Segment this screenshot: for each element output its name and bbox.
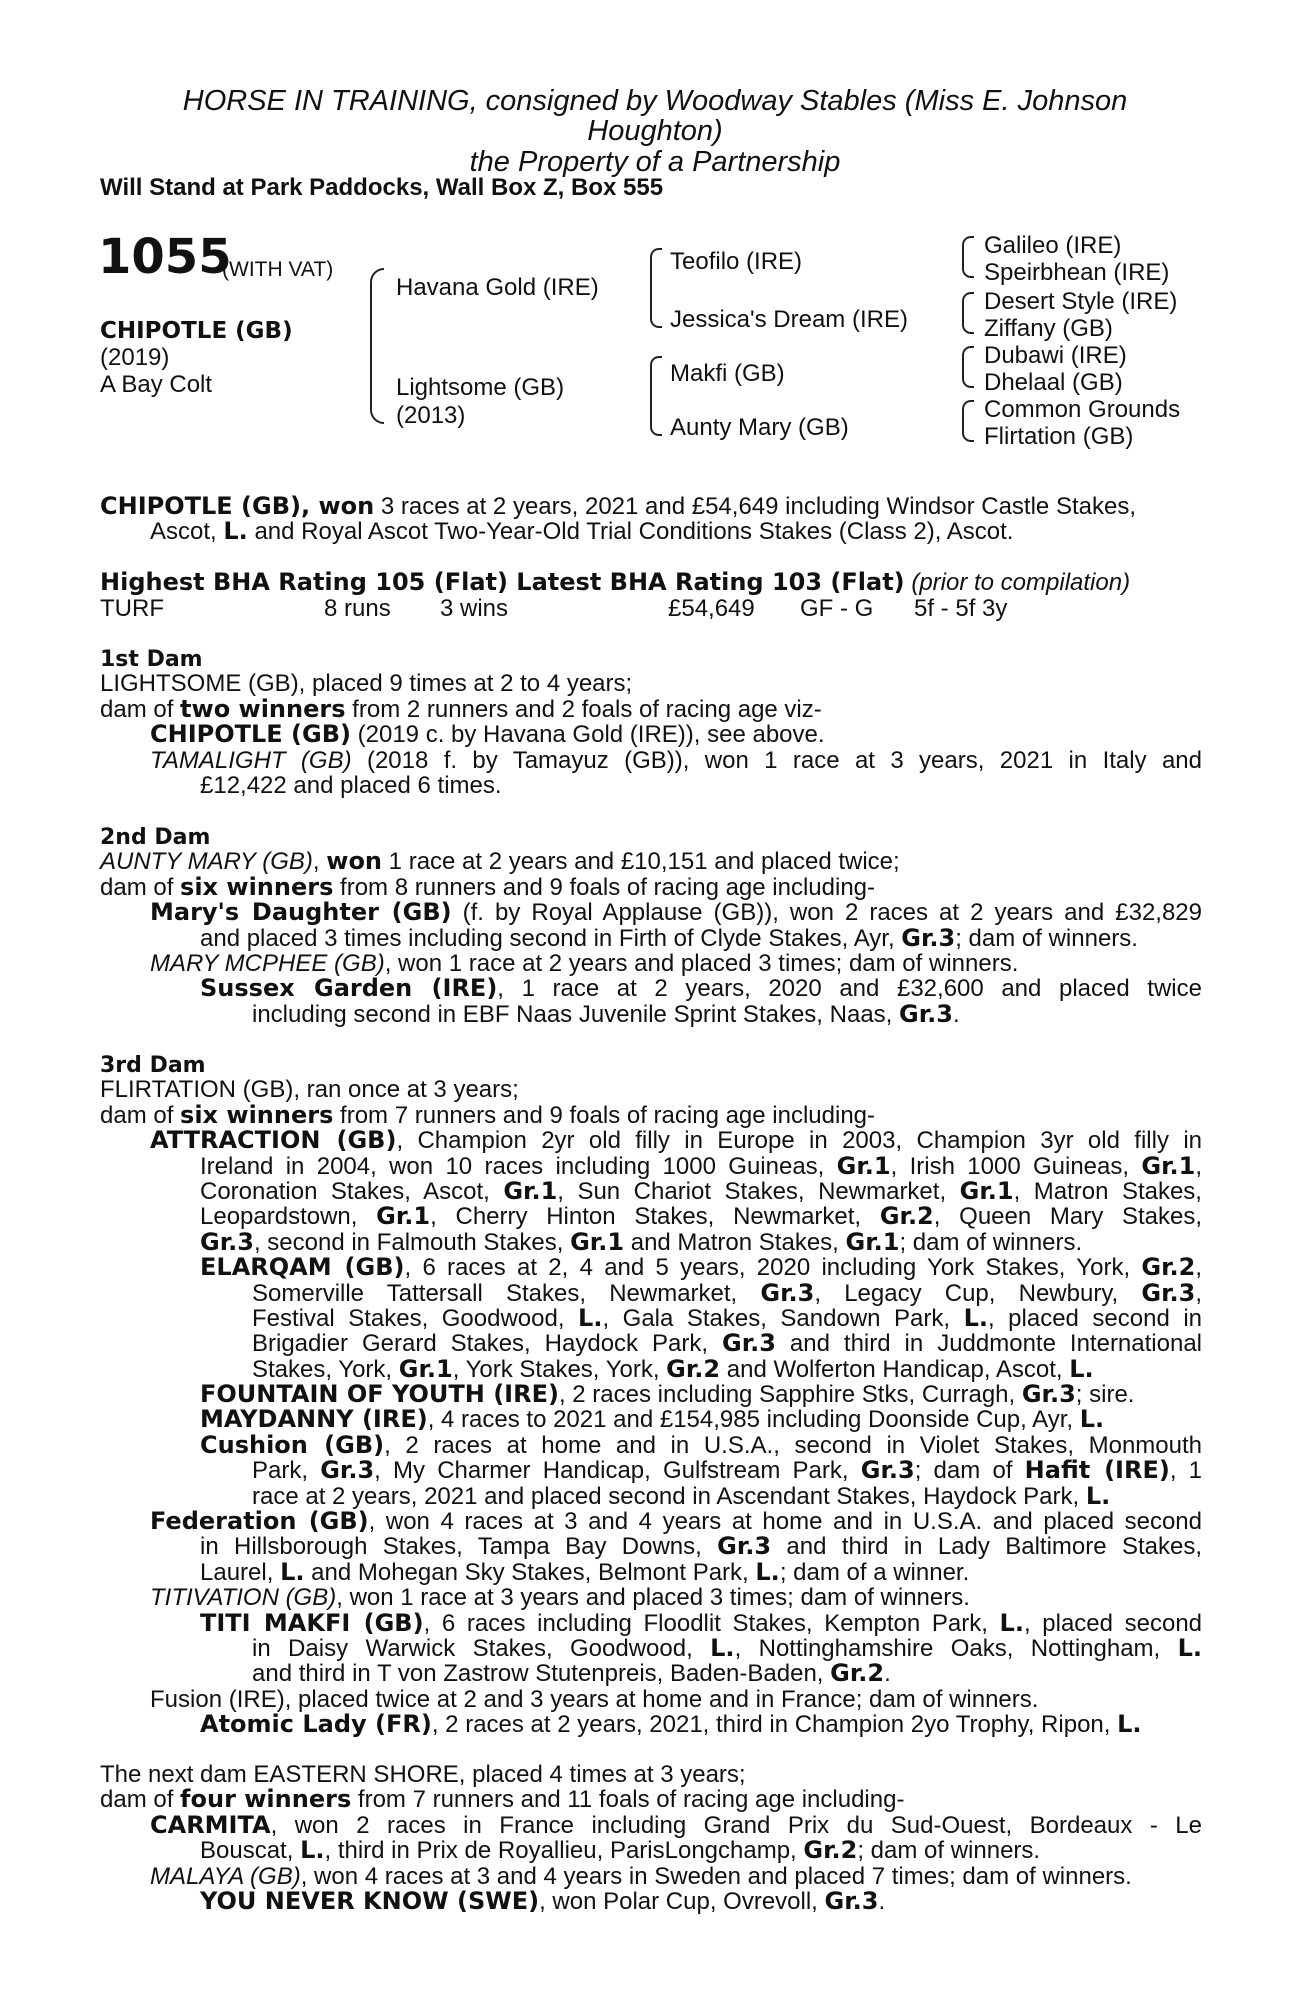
listed-label: L. (1069, 1354, 1094, 1383)
next-dam-section (100, 1762, 1202, 1914)
progeny-text: , (1195, 1255, 1202, 1281)
dam-text: from 8 runners and 9 foals of racing age including- (333, 873, 876, 901)
progeny-line (100, 1179, 1202, 1204)
progeny-text: , 2 races including Sapphire Stks, Curragh, (558, 1381, 1022, 1409)
progeny-line (100, 999, 1202, 1028)
rating-section (100, 570, 1202, 595)
progeny-text: , placed second in (987, 1305, 1202, 1332)
progeny-text: in Hillsborough Stakes, Tampa Bay Downs, (200, 1534, 718, 1560)
group-label: Gr.3 (717, 1534, 772, 1560)
dam-text: dam of (100, 695, 181, 723)
progeny-line (100, 1154, 1202, 1179)
dam-line: The next dam EASTERN SHORE, placed 4 times at 3 years; (100, 1761, 746, 1788)
dam-line (100, 1100, 1202, 1129)
progeny-text: Coronation Stakes, Ascot, (200, 1178, 504, 1205)
progeny-line: Fusion (IRE), placed twice at 2 and 3 years at home and in France; dam of winners. (150, 1685, 1039, 1713)
pedigree-dam-dam: Aunty Mary (GB) (670, 414, 849, 441)
progeny-text: (2018 f. by Tamayuz (GB)), won 1 race at 3 years, 2021 in Italy and (351, 747, 1202, 773)
progeny-text: ; sire. (1075, 1381, 1135, 1409)
dam-text: from 7 runners and 11 foals of racing age including- (351, 1786, 905, 1814)
record-earnings: £54,649 (668, 595, 755, 622)
progeny-name: TITI MAKFI (GB) (200, 1610, 424, 1636)
won-label: won (326, 847, 383, 876)
pedigree-sire: Havana Gold (IRE) (396, 274, 599, 301)
dam-text: dam of (100, 1101, 181, 1129)
winners-count: six winners (180, 1100, 334, 1129)
listed-label: L. (999, 1610, 1024, 1636)
pedigree-brace-dam (650, 356, 662, 436)
progeny-line (100, 1585, 1202, 1610)
progeny-text: , York Stakes, York, (452, 1355, 667, 1383)
pedigree-brace-g3 (962, 346, 974, 388)
winners-count: six winners (180, 872, 334, 901)
progeny-line (100, 1354, 1202, 1383)
progeny-line (100, 923, 1202, 952)
group-label: Gr.1 (1141, 1153, 1196, 1179)
progeny-name: CHIPOTLE (GB) (150, 720, 351, 749)
summary-won: won (318, 492, 375, 520)
progeny-text: including second in EBF Naas Juvenile Sprint Stakes, Naas, (252, 1000, 900, 1028)
progeny-line (100, 1433, 1202, 1458)
dam-line: FLIRTATION (GB), ran once at 3 years; (100, 1076, 519, 1104)
progeny-name: Federation (GB) (150, 1509, 369, 1535)
progeny-text: , won 2 races in France including Grand Prix du Sud-Ouest, Bordeaux - Le (270, 1812, 1202, 1839)
group-label: Gr.3 (1021, 1380, 1076, 1409)
progeny-text: , Nottinghamshire Oaks, Nottingham, (734, 1635, 1178, 1662)
progeny-line (100, 1557, 1202, 1586)
progeny-line (100, 748, 1202, 773)
listed-label: L. (280, 1557, 305, 1586)
dam-text: , (312, 848, 327, 876)
progeny-name: YOU NEVER KNOW (SWE) (200, 1886, 540, 1915)
progeny-text: (f. by Royal Applause (GB)), won 2 races at 2 years and £32,829 (451, 900, 1202, 926)
summary-text: and Royal Ascot Two-Year-Old Trial Conditions Stakes (Class 2), Ascot. (247, 518, 1014, 546)
dam-line (100, 1787, 1202, 1812)
progeny-text: Stakes, York, (252, 1355, 399, 1383)
progeny-line (100, 1534, 1202, 1559)
progeny-text: , 1 (1169, 1458, 1202, 1484)
progeny-name: CARMITA (150, 1812, 271, 1839)
progeny-line (100, 1128, 1202, 1153)
progeny-line (100, 1204, 1202, 1229)
progeny-text: ; dam of (914, 1458, 1025, 1484)
record-wins: 3 wins (440, 595, 509, 622)
group-label: Gr.3 (200, 1227, 254, 1256)
group-label: Gr.3 (1141, 1280, 1196, 1306)
pedigree-dam-year: (2013) (396, 402, 466, 429)
progeny-text: Leopardstown, (200, 1204, 377, 1230)
progeny-text: , Sun Chariot Stakes, Newmarket, (557, 1178, 960, 1205)
progeny-line (100, 1331, 1202, 1356)
group-label: Gr.1 (398, 1354, 453, 1383)
progeny-text: , Matron Stakes, (1013, 1178, 1202, 1205)
pedigree-brace-sire (650, 248, 662, 328)
bha-rating: Highest BHA Rating 105 (Flat) Latest BHA Rating 103 (Flat) (100, 568, 905, 596)
progeny-line (100, 1509, 1202, 1534)
group-label: Gr.2 (1141, 1255, 1196, 1281)
summary-line (100, 494, 1202, 519)
group-label: Gr.3 (860, 1458, 915, 1484)
dam-line: LIGHTSOME (GB), placed 9 times at 2 to 4 years; (100, 670, 633, 698)
second-dam-heading: 2nd Dam (100, 825, 211, 850)
progeny-text: , Legacy Cup, Newbury, (814, 1280, 1142, 1306)
progeny-text: , (1195, 1153, 1202, 1179)
progeny-line (100, 1813, 1202, 1838)
horse-description: A Bay Colt (100, 371, 213, 398)
group-label: Gr.2 (879, 1204, 934, 1230)
progeny-text: , (1195, 1280, 1202, 1306)
pedigree-g3: Desert Style (IRE) (984, 288, 1178, 315)
first-dam-section (100, 646, 1202, 798)
listed-label: L. (1117, 1710, 1142, 1739)
progeny-text: , Irish 1000 Guineas, (890, 1153, 1142, 1179)
pedigree-g8: Flirtation (GB) (984, 423, 1134, 450)
section-heading (100, 1052, 1202, 1077)
third-dam-heading: 3rd Dam (100, 1053, 206, 1078)
progeny-text: and placed 3 times including second in Firth of Clyde Stakes, Ayr, (200, 924, 902, 952)
progeny-name: Atomic Lady (FR) (200, 1710, 432, 1739)
progeny-text: , won Polar Cup, Ovrevoll, (539, 1887, 825, 1915)
pedigree-dam-sire: Makfi (GB) (670, 360, 785, 387)
record-surface: TURF (100, 595, 164, 622)
progeny-text: race at 2 years, 2021 and placed second in Ascendant Stakes, Haydock Park, (252, 1482, 1086, 1510)
progeny-text: , Queen Mary Stakes, (933, 1204, 1202, 1230)
progeny-line (100, 1281, 1202, 1306)
progeny-line (100, 1661, 1202, 1686)
property-line: the Property of a Partnership (469, 146, 841, 178)
progeny-text: , 4 races to 2021 and £154,985 including Doonside Cup, Ayr, (427, 1406, 1080, 1434)
record-going: GF - G (800, 595, 874, 622)
record-distance: 5f - 5f 3y (914, 595, 1008, 622)
dam-text: dam of (100, 873, 181, 901)
pedigree-dam: Lightsome (GB) (396, 374, 565, 401)
consignor-title-cont: Houghton) (587, 115, 723, 147)
progeny-name: Sussex Garden (IRE) (200, 976, 498, 1002)
progeny-text: , third in Prix de Royallieu, ParisLongchamp, (324, 1837, 804, 1865)
pedigree-brace-g2 (962, 292, 974, 334)
progeny-line (100, 1382, 1202, 1407)
progeny-line (100, 722, 1202, 747)
race-summary (100, 494, 1202, 545)
progeny-text: Somerville Tattersall Stakes, Newmarket, (252, 1280, 761, 1306)
progeny-text: , second in Falmouth Stakes, (253, 1228, 571, 1256)
dam-line (100, 872, 1202, 901)
third-dam-section (100, 1052, 1202, 1738)
progeny-line (100, 1636, 1202, 1661)
group-label: Gr.3 (320, 1458, 375, 1484)
stand-location: Will Stand at Park Paddocks, Wall Box Z, Box 555 (100, 174, 664, 201)
listed-label: L. (755, 1557, 780, 1586)
dam-text: 1 race at 2 years and £10,151 and placed twice; (382, 848, 900, 876)
consignor-title: HORSE IN TRAINING, consigned by Woodway Stables (Miss E. Johnson (182, 85, 1128, 117)
progeny-line (100, 976, 1202, 1001)
winners-count: four winners (180, 1785, 352, 1814)
first-dam-heading: 1st Dam (100, 647, 203, 672)
progeny-text: , My Charmer Handicap, Gulfstream Park, (374, 1458, 861, 1484)
section-heading (100, 646, 1202, 671)
dam-text: from 2 runners and 2 foals of racing age viz- (345, 695, 822, 723)
group-label: Gr.1 (959, 1178, 1014, 1205)
listed-label: L. (578, 1305, 603, 1332)
progeny-line (100, 1407, 1202, 1432)
progeny-text: in Daisy Warwick Stakes, Goodwood, (252, 1635, 711, 1662)
progeny-text: , Cherry Hinton Stakes, Newmarket, (430, 1204, 880, 1230)
progeny-name: MALAYA (GB) (150, 1862, 301, 1890)
progeny-text: and third in T von Zastrow Stutenpreis, Baden-Baden, (252, 1660, 831, 1688)
progeny-text: , 2 races at 2 years, 2021, third in Champion 2yo Trophy, Ripon, (431, 1711, 1118, 1739)
progeny-name: ATTRACTION (GB) (150, 1128, 397, 1154)
group-label: Gr.3 (722, 1331, 776, 1357)
dam-line (100, 694, 1202, 723)
listed-label: L. (300, 1836, 325, 1865)
summary-text: Ascot, (150, 518, 224, 546)
progeny-name: TAMALIGHT (GB) (150, 747, 352, 773)
progeny-text: Brigadier Gerard Stakes, Haydock Park, (252, 1331, 722, 1357)
second-dam-section (100, 824, 1202, 1027)
progeny-line (100, 1886, 1202, 1915)
horse-name: CHIPOTLE (GB) (100, 318, 293, 344)
pedigree-g7: Common Grounds (984, 396, 1181, 423)
group-label: Gr.1 (376, 1204, 431, 1230)
progeny-text: and third in Juddmonte International (775, 1331, 1202, 1357)
progeny-text: ; dam of winners. (955, 924, 1138, 952)
progeny-line (100, 1838, 1202, 1863)
progeny-text: Bouscat, (200, 1837, 301, 1865)
progeny-text: , Gala Stakes, Sandown Park, (602, 1305, 964, 1332)
progeny-line (100, 1864, 1202, 1889)
progeny-line (100, 900, 1202, 925)
record-runs: 8 runs (324, 595, 391, 622)
pedigree-g6: Dhelaal (GB) (984, 369, 1123, 396)
progeny-text: , 2 races at home and in U.S.A., second in Violet Stakes, Monmouth (384, 1432, 1202, 1459)
progeny-text: ; dam of winners. (899, 1228, 1083, 1256)
progeny-text: . (878, 1887, 886, 1915)
listed-label: L. (1177, 1635, 1202, 1662)
progeny-text: ; dam of winners. (857, 1837, 1041, 1865)
progeny-line (100, 1481, 1202, 1510)
progeny-text: , 1 race at 2 years, 2020 and £32,600 and placed twice (497, 976, 1202, 1002)
listed-label: L. (710, 1635, 735, 1662)
progeny-text: . (884, 1660, 891, 1688)
progeny-line (100, 1611, 1202, 1636)
pedigree-g4: Ziffany (GB) (984, 315, 1113, 342)
progeny-text: Park, (252, 1458, 321, 1484)
group-label: Gr.1 (570, 1227, 625, 1256)
progeny-text: , won 1 race at 3 years and placed 3 times; dam of winners. (336, 1584, 970, 1612)
listed-label: L. (223, 517, 248, 546)
progeny-name: MAYDANNY (IRE) (200, 1405, 428, 1434)
progeny-name: MARY MCPHEE (GB) (150, 949, 385, 977)
progeny-text: Festival Stakes, Goodwood, (252, 1305, 579, 1332)
progeny-text: Ireland in 2004, won 10 races including 1000 Guineas, (200, 1153, 837, 1179)
pedigree-brace-g1 (962, 236, 974, 278)
group-label: Gr.2 (666, 1354, 721, 1383)
progeny-name: Hafit (IRE) (1024, 1458, 1170, 1484)
section-heading (100, 824, 1202, 849)
dam-line (100, 849, 1202, 874)
progeny-name: Mary's Daughter (GB) (150, 900, 452, 926)
progeny-text: , won 1 race at 2 years and placed 3 times; dam of winners. (384, 949, 1019, 977)
summary-comma: , (300, 492, 319, 520)
progeny-line (100, 1458, 1202, 1483)
summary-text: 3 races at 2 years, 2021 and £54,649 including Windsor Castle Stakes, (374, 493, 1136, 520)
winners-count: two winners (180, 694, 346, 723)
listed-label: L. (963, 1305, 988, 1332)
progeny-text: , won 4 races at 3 and 4 years at home and in U.S.A. and placed second (368, 1509, 1202, 1535)
progeny-name: Cushion (GB) (200, 1432, 385, 1459)
progeny-line (100, 951, 1202, 976)
lot-number: 1055 (98, 229, 232, 285)
progeny-text: and third in Lady Baltimore Stakes, (771, 1534, 1202, 1560)
group-label: Gr.3 (824, 1886, 879, 1915)
progeny-text: and Wolferton Handicap, Ascot, (720, 1355, 1070, 1383)
summary-horse-name: CHIPOTLE (GB) (100, 492, 301, 520)
listed-label: L. (1079, 1405, 1105, 1434)
progeny-name: TITIVATION (GB) (150, 1584, 337, 1612)
dam-name: AUNTY MARY (GB) (100, 848, 313, 876)
pedigree-g5: Dubawi (IRE) (984, 342, 1127, 369)
progeny-text: , Champion 2yr old filly in Europe in 2003, Champion 3yr old filly in (396, 1128, 1202, 1154)
rating-note: (prior to compilation) (911, 569, 1131, 596)
group-label: Gr.3 (899, 999, 953, 1028)
progeny-text: , placed second (1023, 1610, 1202, 1636)
progeny-text: (2019 c. by Havana Gold (IRE)), see above. (350, 721, 825, 749)
progeny-text: Laurel, (200, 1558, 281, 1586)
dam-text: dam of (100, 1786, 181, 1814)
pedigree-g1: Galileo (IRE) (984, 232, 1122, 259)
vat-label: (WITH VAT) (222, 258, 334, 281)
progeny-text: ; dam of a winner. (779, 1558, 970, 1586)
group-label: Gr.1 (836, 1153, 891, 1179)
foaling-year: (2019) (100, 344, 170, 371)
progeny-name: ELARQAM (GB) (200, 1255, 405, 1281)
summary-line (100, 519, 1202, 544)
progeny-text: , won 4 races at 3 and 4 years in Sweden and placed 7 times; dam of winners. (300, 1862, 1132, 1890)
group-label: Gr.1 (845, 1227, 900, 1256)
dam-text: from 7 runners and 9 foals of racing age including- (333, 1101, 876, 1129)
group-label: Gr.2 (830, 1659, 885, 1688)
progeny-text: . (952, 1000, 960, 1028)
progeny-text: and Mohegan Sky Stakes, Belmont Park, (304, 1558, 756, 1586)
progeny-text: , 6 races at 2, 4 and 5 years, 2020 including York Stakes, York, (404, 1255, 1142, 1281)
pedigree-sire-dam: Jessica's Dream (IRE) (670, 306, 908, 333)
progeny-line (100, 1712, 1202, 1737)
progeny-text: , 6 races including Floodlit Stakes, Kempton Park, (423, 1610, 1000, 1636)
listed-label: L. (1085, 1481, 1111, 1510)
pedigree-sire-sire: Teofilo (IRE) (670, 248, 803, 275)
progeny-text: and Matron Stakes, (624, 1228, 846, 1256)
pedigree-brace-g4 (962, 400, 974, 442)
group-label: Gr.3 (760, 1280, 815, 1306)
group-label: Gr.3 (901, 923, 956, 952)
pedigree-g2: Speirbhean (IRE) (984, 259, 1170, 286)
group-label: Gr.2 (803, 1836, 858, 1865)
progeny-name: FOUNTAIN OF YOUTH (IRE) (200, 1380, 559, 1409)
progeny-line (100, 1227, 1202, 1256)
progeny-line (100, 1255, 1202, 1280)
pedigree-brace-main (370, 268, 384, 424)
progeny-line: £12,422 and placed 6 times. (200, 771, 502, 799)
rating-line (100, 570, 1202, 595)
progeny-line (100, 1306, 1202, 1331)
group-label: Gr.1 (503, 1178, 558, 1205)
